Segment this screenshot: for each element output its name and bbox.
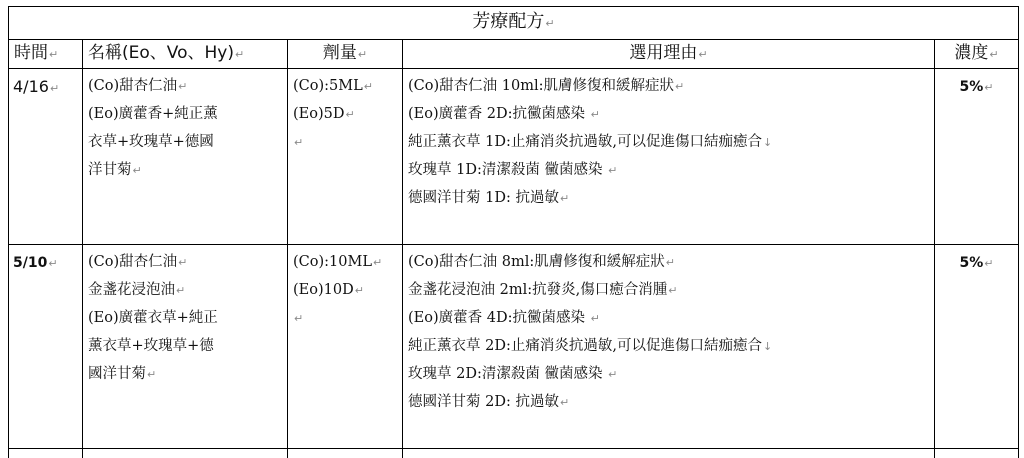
cell-dose: (Co):10ML↵ (Eo)10D↵ ↵ [288,245,403,449]
header-reason: 選用理由↵ [403,40,935,69]
cell-name: (Co)甜杏仁油↵ (Eo)廣藿香+純正薰 衣草+玫瑰草+德國 洋甘菊↵ [83,69,288,245]
table-row [9,69,1019,245]
paragraph-mark: ↵ [545,17,555,30]
aromatherapy-formula-table [8,6,1019,458]
cell-time: 5/10↵ [9,245,83,449]
cell-concentration: 5%↵ [935,69,1019,245]
header-time: 時間↵ [9,40,83,69]
header-name: 名稱(Eo、Vo、Hy)↵ [83,40,288,69]
cell-reason: (Co)甜杏仁油 8ml:肌膚修復和緩解症狀↵ 金盞花浸泡油 2ml:抗發炎,傷口癒合消腫↵ (Eo)廣藿香 4D:抗黴菌感染 ↵ 純正薰衣草 2D:止痛消炎抗過敏,可以促進傷口結痂癒合↓ 玫瑰草 2D:清潔殺菌 黴菌感染 ↵ 德國洋甘菊 2D: 抗過敏↵ [403,245,935,449]
cell-dose: (Co):5ML↵ (Eo)5D↵ ↵ [288,69,403,245]
header-concentration: 濃度↵ [935,40,1019,69]
header-dose: 劑量↵ [288,40,403,69]
table-title: 芳療配方 [472,11,545,32]
cell-name: (Co)甜杏仁油↵ 金盞花浸泡油↵ (Eo)廣藿衣草+純正 薰衣草+玫瑰草+德 國洋甘菊↵ [83,245,288,449]
table-title-cell [9,7,1019,40]
table-row-partial [9,449,1019,458]
cell-reason: (Co)甜杏仁油 10ml:肌膚修復和緩解症狀↵ (Eo)廣藿香 2D:抗黴菌感染 ↵ 純正薰衣草 1D:止痛消炎抗過敏,可以促進傷口結痂癒合↓ 玫瑰草 1D:清潔殺菌 黴菌感染 ↵ 德國洋甘菊 1D: 抗過敏↵ [403,69,935,245]
header-row [9,40,1019,69]
cell-concentration: 5%↵ [935,245,1019,449]
table-row [9,245,1019,449]
cell-time: 4/16↵ [9,69,83,245]
